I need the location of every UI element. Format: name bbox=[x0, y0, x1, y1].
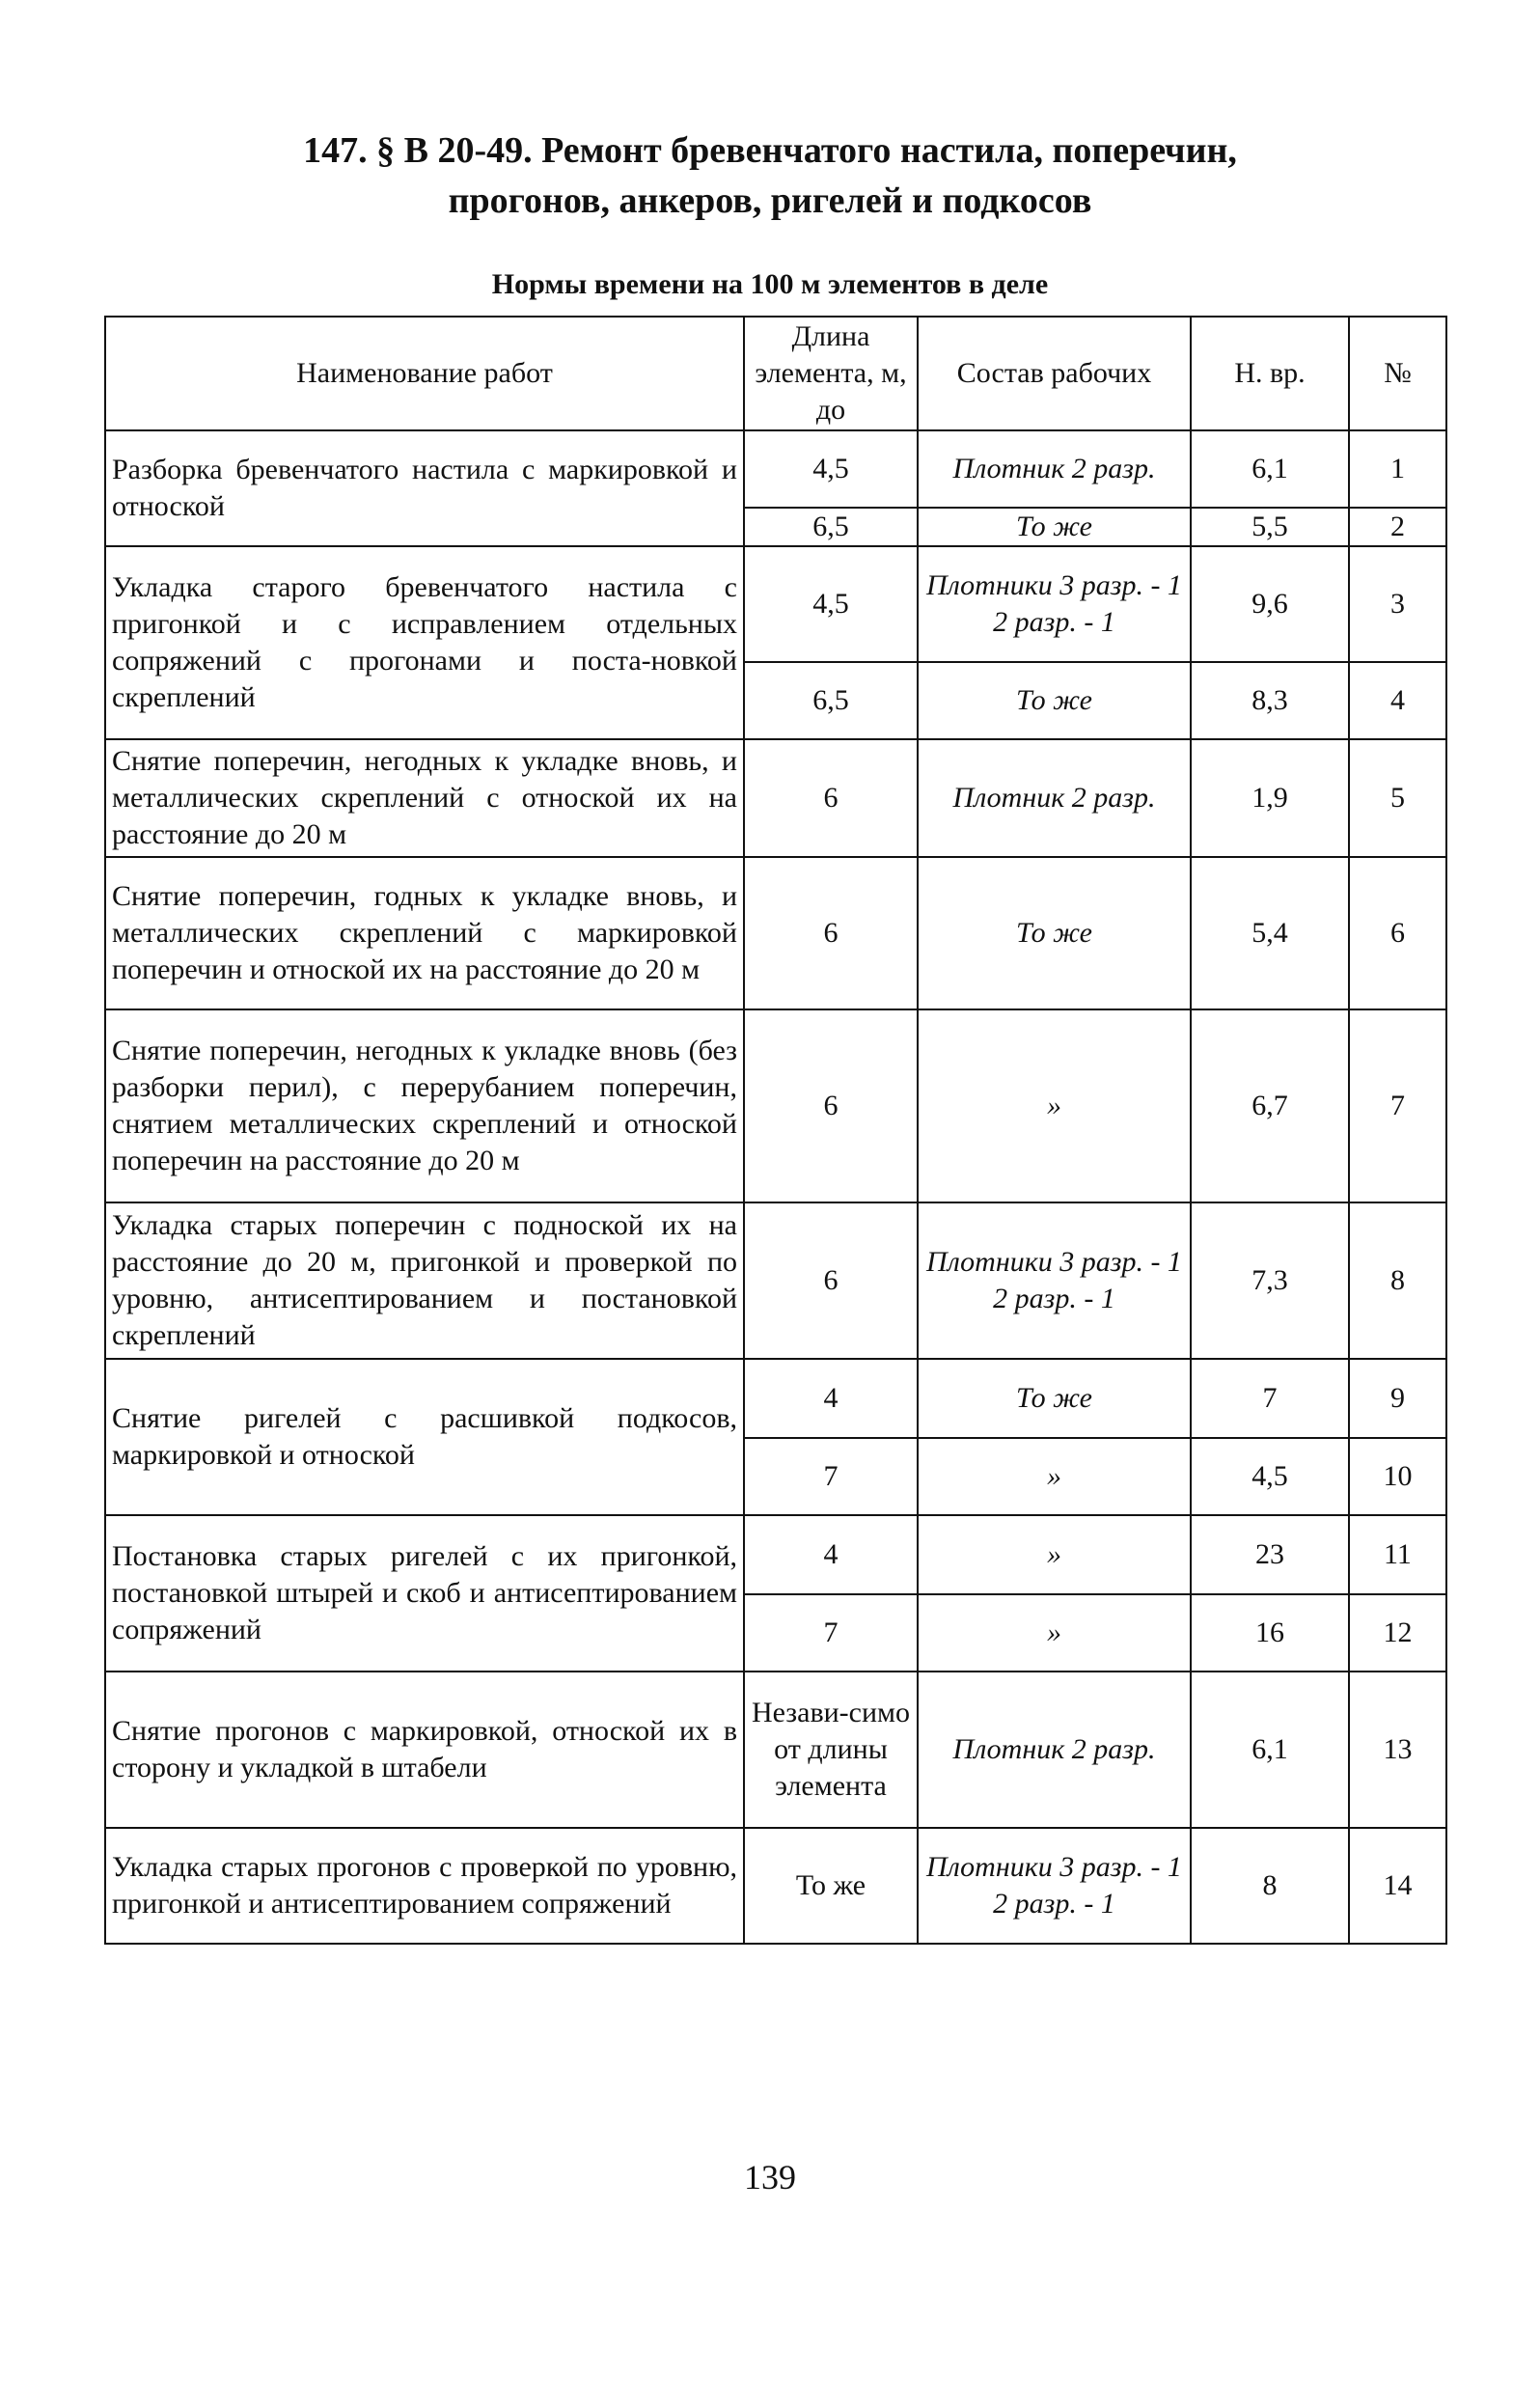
length-cell: 4 bbox=[744, 1359, 918, 1438]
header-work: Наименование работ bbox=[105, 317, 744, 430]
table-row bbox=[105, 1359, 1446, 1438]
work-name: Снятие поперечин, негодных к укладке вновь (без разборки перил), с перерубанием поперечин, снятием металлических скреплений и отноской поперечин на расстояние до 20 м bbox=[105, 1009, 744, 1202]
work-name: Разборка бревенчатого настила с маркировкой и отноской bbox=[105, 430, 744, 546]
row-number: 14 bbox=[1349, 1828, 1446, 1944]
norm-cell: 6,1 bbox=[1191, 1672, 1349, 1828]
work-name: Укладка старых прогонов с проверкой по уровню, пригонкой и антисептированием сопряжений bbox=[105, 1828, 744, 1944]
norms-table bbox=[104, 316, 1447, 1945]
row-number: 4 bbox=[1349, 662, 1446, 739]
header-crew: Состав рабочих bbox=[918, 317, 1191, 430]
crew-cell: Плотники 3 разр. - 1 2 разр. - 1 bbox=[918, 1202, 1191, 1359]
length-cell: 4 bbox=[744, 1515, 918, 1594]
table-row bbox=[105, 739, 1446, 857]
norm-cell: 9,6 bbox=[1191, 546, 1349, 662]
row-number: 13 bbox=[1349, 1672, 1446, 1828]
crew-cell: » bbox=[918, 1438, 1191, 1515]
row-number: 6 bbox=[1349, 857, 1446, 1009]
length-cell: 6,5 bbox=[744, 662, 918, 739]
length-cell: 6 bbox=[744, 857, 918, 1009]
norm-cell: 8,3 bbox=[1191, 662, 1349, 739]
table-caption: Нормы времени на 100 м элементов в деле bbox=[491, 268, 1049, 300]
crew-cell: То же bbox=[918, 662, 1191, 739]
norm-cell: 7,3 bbox=[1191, 1202, 1349, 1359]
section-title bbox=[0, 125, 1540, 226]
row-number: 7 bbox=[1349, 1009, 1446, 1202]
crew-cell: » bbox=[918, 1009, 1191, 1202]
norm-cell: 5,4 bbox=[1191, 857, 1349, 1009]
work-name: Снятие прогонов с маркировкой, отноской их в сторону и укладкой в штабели bbox=[105, 1672, 744, 1828]
work-name: Укладка старого бревенчатого настила с пригонкой и с исправлением отдельных сопряжений с прогонами и поста-новкой скреплений bbox=[105, 546, 744, 739]
work-name: Укладка старых поперечин с подноской их на расстояние до 20 м, пригонкой и проверкой по уровню, антисептированием и постановкой скреплений bbox=[105, 1202, 744, 1359]
crew-cell: Плотники 3 разр. - 1 2 разр. - 1 bbox=[918, 1828, 1191, 1944]
header-norm: Н. вр. bbox=[1191, 317, 1349, 430]
table-row bbox=[105, 857, 1446, 1009]
header-length: Длина элемента, м, до bbox=[744, 317, 918, 430]
table-row bbox=[105, 430, 1446, 508]
length-cell: 4,5 bbox=[744, 546, 918, 662]
norm-cell: 4,5 bbox=[1191, 1438, 1349, 1515]
table-row bbox=[105, 1009, 1446, 1202]
length-cell: 7 bbox=[744, 1438, 918, 1515]
length-cell: 6 bbox=[744, 1202, 918, 1359]
norm-cell: 16 bbox=[1191, 1594, 1349, 1672]
norm-cell: 1,9 bbox=[1191, 739, 1349, 857]
row-number: 9 bbox=[1349, 1359, 1446, 1438]
crew-cell: То же bbox=[918, 508, 1191, 546]
norm-cell: 5,5 bbox=[1191, 508, 1349, 546]
norm-cell: 6,1 bbox=[1191, 430, 1349, 508]
header-no: № bbox=[1349, 317, 1446, 430]
crew-cell: То же bbox=[918, 857, 1191, 1009]
table-header-row bbox=[105, 317, 1446, 430]
crew-cell: Плотник 2 разр. bbox=[918, 1672, 1191, 1828]
crew-cell: То же bbox=[918, 1359, 1191, 1438]
table-row bbox=[105, 1515, 1446, 1594]
norm-cell: 7 bbox=[1191, 1359, 1349, 1438]
page-number: 139 bbox=[744, 2158, 796, 2197]
table-row bbox=[105, 546, 1446, 662]
row-number: 5 bbox=[1349, 739, 1446, 857]
work-name: Снятие ригелей с расшивкой подкосов, маркировкой и отноской bbox=[105, 1359, 744, 1515]
table-row bbox=[105, 1828, 1446, 1944]
work-name: Снятие поперечин, годных к укладке вновь, и металлических скреплений с маркировкой поперечин и отноской их на расстояние до 20 м bbox=[105, 857, 744, 1009]
table-row bbox=[105, 1202, 1446, 1359]
norm-cell: 8 bbox=[1191, 1828, 1349, 1944]
row-number: 1 bbox=[1349, 430, 1446, 508]
row-number: 3 bbox=[1349, 546, 1446, 662]
crew-cell: » bbox=[918, 1594, 1191, 1672]
length-cell: 6,5 bbox=[744, 508, 918, 546]
row-number: 8 bbox=[1349, 1202, 1446, 1359]
row-number: 12 bbox=[1349, 1594, 1446, 1672]
norm-cell: 23 bbox=[1191, 1515, 1349, 1594]
table-row bbox=[105, 1672, 1446, 1828]
length-cell: То же bbox=[744, 1828, 918, 1944]
length-cell: 6 bbox=[744, 1009, 918, 1202]
title-line-2: прогонов, анкеров, ригелей и подкосов bbox=[448, 180, 1092, 221]
crew-cell: Плотник 2 разр. bbox=[918, 739, 1191, 857]
work-name: Постановка старых ригелей с их пригонкой, постановкой штырей и скоб и антисептированием сопряжений bbox=[105, 1515, 744, 1672]
length-cell: 4,5 bbox=[744, 430, 918, 508]
row-number: 11 bbox=[1349, 1515, 1446, 1594]
work-name: Снятие поперечин, негодных к укладке вновь, и металлических скреплений с отноской их на расстояние до 20 м bbox=[105, 739, 744, 857]
row-number: 2 bbox=[1349, 508, 1446, 546]
crew-cell: Плотник 2 разр. bbox=[918, 430, 1191, 508]
length-cell: Незави-симо от длины элемента bbox=[744, 1672, 918, 1828]
length-cell: 7 bbox=[744, 1594, 918, 1672]
title-line-1: 147. § В 20-49. Ремонт бревенчатого настила, поперечин, bbox=[303, 130, 1237, 171]
crew-cell: Плотники 3 разр. - 1 2 разр. - 1 bbox=[918, 546, 1191, 662]
length-cell: 6 bbox=[744, 739, 918, 857]
crew-cell: » bbox=[918, 1515, 1191, 1594]
row-number: 10 bbox=[1349, 1438, 1446, 1515]
norm-cell: 6,7 bbox=[1191, 1009, 1349, 1202]
